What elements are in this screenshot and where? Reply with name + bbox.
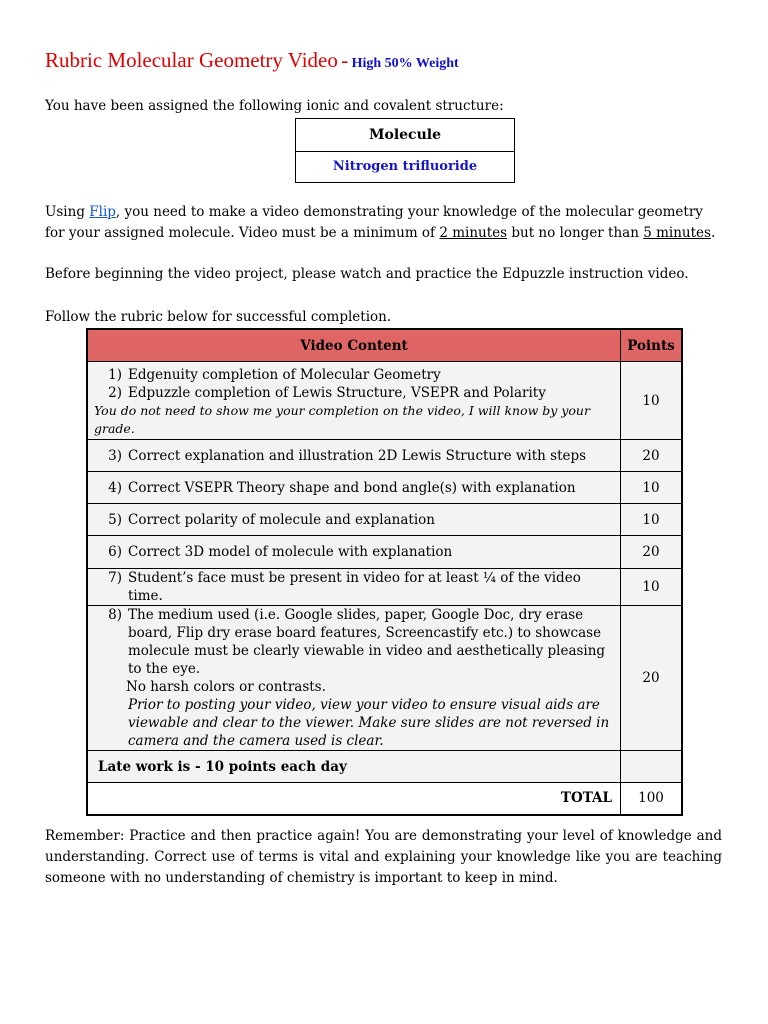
total-label: TOTAL <box>87 783 621 815</box>
item-line2: No harsh colors or contrasts. <box>126 679 326 695</box>
header-video-content: Video Content <box>87 329 621 362</box>
molecule-box <box>295 118 515 183</box>
document-title <box>45 48 459 73</box>
item-text: Correct 3D model of molecule with explanation <box>128 544 453 560</box>
table-row <box>87 472 682 504</box>
title-weight: High 50% Weight <box>351 56 459 71</box>
flip-link[interactable]: Flip <box>89 204 116 220</box>
total-points: 100 <box>621 783 683 815</box>
item-number: 6) <box>108 544 122 560</box>
intro-text: You have been assigned the following ionic and covalent structure: <box>45 98 504 114</box>
table-row <box>87 536 682 569</box>
item-text: Correct explanation and illustration 2D Lewis Structure with steps <box>128 447 587 464</box>
min-time: 2 minutes <box>439 225 508 241</box>
late-work-text: Late work is - 10 points each day <box>87 751 621 783</box>
header-points: Points <box>621 329 683 362</box>
row-content <box>87 362 621 440</box>
row-points: 20 <box>621 440 683 472</box>
table-row <box>87 440 682 472</box>
edpuzzle-note: Before beginning the video project, please watch and practice the Edpuzzle instruction video. <box>45 266 689 282</box>
title-dash: - <box>341 48 349 72</box>
late-work-row <box>87 751 682 783</box>
row-note: You do not need to show me your completion on the video, I will know by your grade. <box>94 402 590 436</box>
item-text: Correct VSEPR Theory shape and bond angle(s) with explanation <box>128 479 576 496</box>
total-row <box>87 783 682 815</box>
table-row <box>87 504 682 536</box>
instructions-paragraph <box>45 202 722 244</box>
molecule-value: Nitrogen trifluoride <box>332 159 478 174</box>
item-number: 4) <box>108 479 122 496</box>
table-row <box>87 606 682 751</box>
item-text: Edgenuity completion of Molecular Geometry <box>128 366 441 383</box>
rubric-header-row <box>87 329 682 362</box>
molecule-header: Molecule <box>296 119 514 152</box>
row-points: 10 <box>621 504 683 536</box>
row-points: 20 <box>621 536 683 569</box>
item-number: 3) <box>108 447 122 464</box>
item-italic-note: Prior to posting your video, view your video to ensure visual aids are viewable and clear to the viewer. Make sure slides are not reversed in camera and the camera used is clear. <box>128 697 610 749</box>
rubric-table <box>86 328 683 816</box>
max-time: 5 minutes <box>643 225 711 241</box>
item-text: Correct polarity of molecule and explanation <box>128 511 435 528</box>
item-number: 2) <box>108 384 122 401</box>
item-text: Edpuzzle completion of Lewis Structure, VSEPR and Polarity <box>128 384 546 401</box>
row-points: 10 <box>621 472 683 504</box>
item-number: 7) <box>108 570 122 586</box>
item-number: 8) <box>108 607 122 623</box>
instructions-part2: but no longer than <box>507 225 644 241</box>
table-row <box>87 569 682 606</box>
reminder-paragraph: Remember: Practice and then practice again! You are demonstrating your level of knowledge and understanding. Correct use of terms is vital and explaining your knowledge like you are teaching someone with no understanding of chemistry is important to keep in mind. <box>45 828 722 886</box>
row-points: 10 <box>621 569 683 606</box>
instructions-part3: . <box>710 225 716 241</box>
title-main: Rubric Molecular Geometry Video <box>45 48 338 72</box>
row-points: 20 <box>621 606 683 751</box>
follow-note: Follow the rubric below for successful completion. <box>45 309 392 325</box>
instructions-part1: , you need to make a video demonstrating your knowledge of the molecular geometry for your assigned molecule. Video must be a minimum of <box>45 204 703 241</box>
table-row <box>87 362 682 440</box>
item-number: 5) <box>108 511 122 528</box>
item-number: 1) <box>108 366 122 383</box>
instructions-using: Using <box>45 204 90 220</box>
item-text: The medium used (i.e. Google slides, paper, Google Doc, dry erase board, Flip dry erase board features, Screencastify etc.) to showcase molecule must be clearly viewable in video and aesthetically pleasing to the eye. <box>128 607 606 677</box>
late-work-points <box>621 751 683 783</box>
row-points: 10 <box>621 362 683 440</box>
item-text: Student’s face must be present in video for at least ¼ of the video time. <box>128 570 581 604</box>
